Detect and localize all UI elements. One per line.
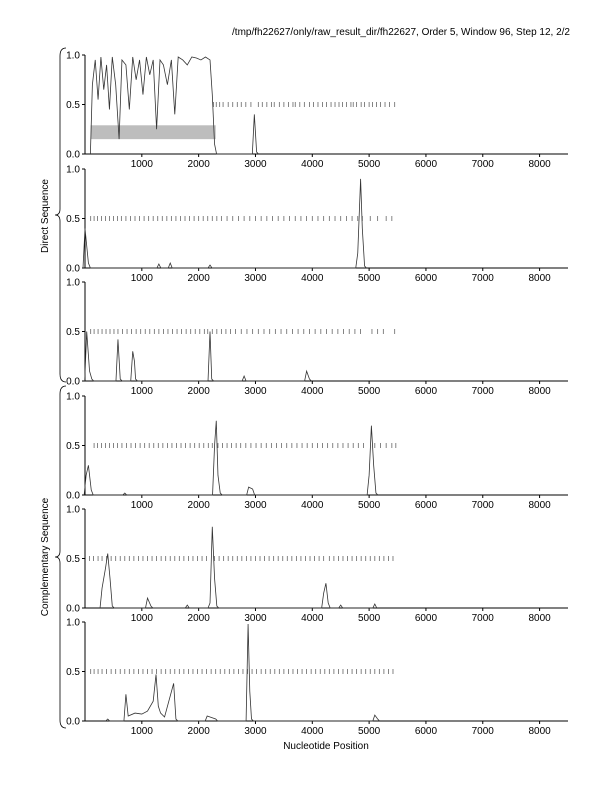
x-tick-label: 7000	[471, 500, 494, 511]
page-title: /tmp/fh22627/only/raw_result_dir/fh22627, Order 5, Window 96, Step 12, 2/2	[232, 27, 570, 38]
y-tick-label: 0.5	[66, 100, 80, 111]
x-tick-label: 8000	[528, 500, 551, 511]
series-line	[85, 332, 312, 382]
x-tick-label: 1000	[130, 500, 153, 511]
y-tick-label: 0.5	[66, 441, 80, 452]
x-tick-label: 4000	[301, 386, 324, 397]
y-tick-label: 0.5	[66, 554, 80, 565]
x-tick-label: 8000	[528, 613, 551, 624]
series-line	[84, 421, 378, 495]
y-tick-label: 0.0	[66, 603, 80, 615]
series-line	[90, 57, 258, 154]
x-tick-label: 5000	[357, 386, 381, 397]
y-tick-label: 0.5	[66, 667, 80, 678]
x-tick-label: 8000	[528, 159, 551, 170]
group-bracket	[55, 386, 66, 728]
y-tick-label: 0.0	[66, 490, 80, 502]
x-tick-label: 3000	[244, 386, 267, 397]
highlight-band	[91, 125, 216, 139]
y-tick-label: 0.5	[66, 327, 80, 338]
x-tick-label: 8000	[528, 386, 551, 397]
y-tick-label: 1.0	[66, 277, 80, 289]
x-tick-label: 4000	[301, 273, 324, 284]
x-tick-label: 3000	[244, 273, 267, 284]
x-tick-label: 5000	[357, 273, 381, 284]
x-tick-label: 6000	[414, 386, 438, 397]
y-tick-label: 1.0	[66, 617, 80, 629]
y-tick-label: 1.0	[66, 391, 80, 403]
x-tick-label: 2000	[187, 500, 210, 511]
x-tick-label: 3000	[244, 726, 267, 737]
x-tick-label: 8000	[528, 273, 551, 284]
panel-1	[66, 51, 568, 171]
x-tick-label: 6000	[414, 500, 438, 511]
x-tick-label: 1000	[130, 386, 153, 397]
x-tick-label: 2000	[187, 273, 210, 284]
panel-5	[66, 505, 568, 625]
x-tick-label: 7000	[471, 613, 494, 624]
x-tick-label: 7000	[471, 386, 494, 397]
x-tick-label: 6000	[414, 159, 438, 170]
x-tick-label: 2000	[187, 726, 210, 737]
group-bracket	[55, 48, 66, 382]
y-tick-label: 1.0	[66, 164, 80, 176]
x-tick-label: 7000	[471, 273, 494, 284]
y-tick-label: 0.0	[66, 716, 80, 728]
y-tick-label: 0.5	[66, 214, 80, 225]
x-tick-label: 2000	[187, 159, 210, 170]
panel-2	[66, 165, 568, 285]
y-tick-label: 1.0	[66, 50, 80, 62]
x-tick-label: 7000	[471, 726, 494, 737]
series-line	[100, 527, 377, 608]
x-tick-label: 2000	[187, 386, 210, 397]
x-tick-label: 8000	[528, 726, 551, 737]
x-tick-label: 1000	[130, 613, 153, 624]
y-tick-label: 0.0	[66, 149, 80, 161]
x-tick-label: 1000	[130, 273, 153, 284]
panel-4	[66, 392, 568, 512]
x-tick-label: 3000	[244, 613, 267, 624]
x-tick-label: 4000	[301, 726, 324, 737]
x-tick-label: 6000	[414, 726, 438, 737]
x-tick-label: 7000	[471, 159, 494, 170]
y-tick-label: 1.0	[66, 504, 80, 516]
x-tick-label: 1000	[130, 159, 153, 170]
x-tick-label: 6000	[414, 273, 438, 284]
x-tick-label: 5000	[357, 159, 381, 170]
x-tick-label: 3000	[244, 159, 267, 170]
series-line	[83, 179, 367, 268]
x-tick-label: 4000	[301, 159, 324, 170]
y-tick-label: 0.0	[66, 376, 80, 388]
x-tick-label: 4000	[301, 500, 324, 511]
x-tick-label: 4000	[301, 613, 324, 624]
x-tick-label: 1000	[130, 726, 153, 737]
y-tick-label: 0.0	[66, 263, 80, 275]
x-tick-label: 2000	[187, 613, 210, 624]
group-brackets	[55, 48, 66, 728]
x-tick-label: 5000	[357, 613, 381, 624]
panel-3	[66, 278, 568, 398]
x-axis-title: Nucleotide Position	[283, 741, 369, 752]
x-tick-label: 3000	[244, 500, 267, 511]
x-tick-label: 6000	[414, 613, 438, 624]
group-label-direct: Direct Sequence	[40, 179, 51, 253]
panels-layer	[66, 51, 568, 738]
x-tick-label: 5000	[357, 500, 381, 511]
panel-6	[66, 618, 568, 738]
x-tick-label: 5000	[357, 726, 381, 737]
group-label-complementary: Complementary Sequence	[40, 497, 51, 617]
